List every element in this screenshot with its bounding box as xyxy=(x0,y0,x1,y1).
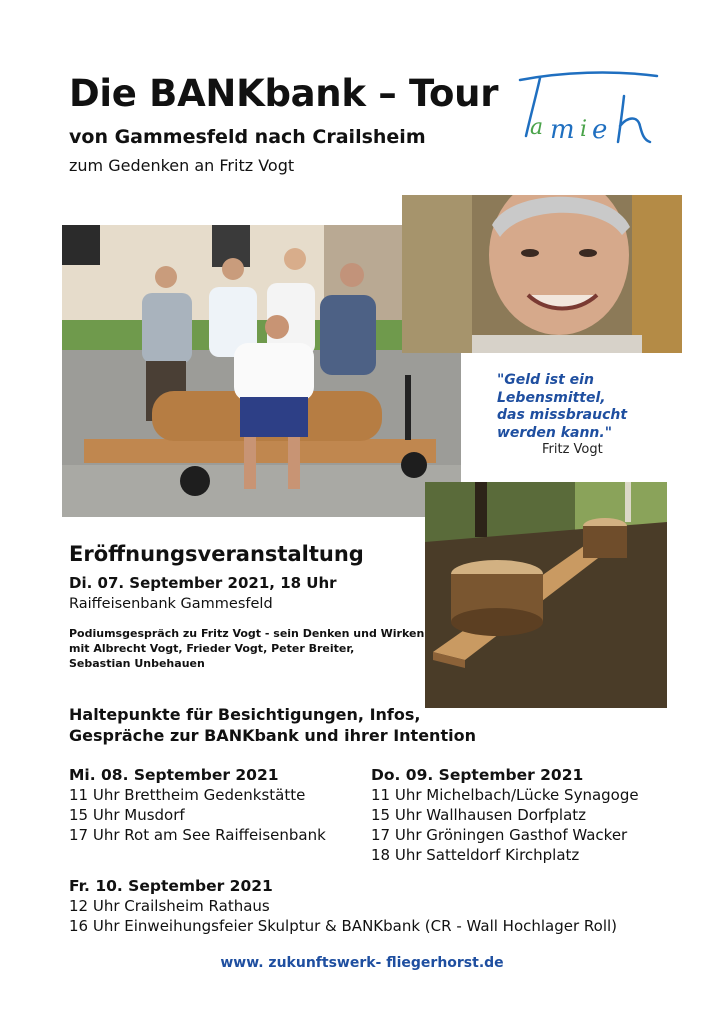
schedule-day xyxy=(69,876,617,936)
quote-author: Fritz Vogt xyxy=(542,442,603,457)
page-subtitle: von Gammesfeld nach Crailsheim xyxy=(69,126,426,148)
event-place: Raiffeisenbank Gammesfeld xyxy=(69,596,273,612)
panel-line: Sebastian Unbehauen xyxy=(69,657,205,670)
stop-item: 12 Uhr Crailsheim Rathaus xyxy=(69,897,270,915)
svg-text:i: i xyxy=(580,117,588,142)
stop-item: 17 Uhr Gröningen Gasthof Wacker xyxy=(371,826,628,844)
day-date: Do. 09. September 2021 xyxy=(371,766,584,784)
stop-item: 11 Uhr Michelbach/Lücke Synagoge xyxy=(371,786,639,804)
quote-line: Lebensmittel, xyxy=(497,389,606,406)
stop-item: 17 Uhr Rot am See Raiffeisenbank xyxy=(69,826,326,844)
panel-line: mit Albrecht Vogt, Frieder Vogt, Peter Breiter, xyxy=(69,642,355,655)
quote-text xyxy=(497,372,677,442)
schedule-day xyxy=(69,765,326,845)
svg-text:e: e xyxy=(592,115,608,145)
page-title: Die BANKbank – Tour xyxy=(69,72,499,115)
svg-text:a: a xyxy=(530,115,544,140)
panel-discussion-text xyxy=(69,626,429,671)
event-date: Di. 07. September 2021, 18 Uhr xyxy=(69,574,337,592)
stop-item: 18 Uhr Satteldorf Kirchplatz xyxy=(371,846,580,864)
panel-line: Podiumsgespräch zu Fritz Vogt - sein Denken und Wirken xyxy=(69,627,425,640)
bench-in-forest-photo xyxy=(425,482,667,708)
portrait-photo xyxy=(402,195,682,353)
tamieh-logo xyxy=(512,66,662,156)
svg-text:m: m xyxy=(550,115,575,145)
stops-heading-line: Haltepunkte für Besichtigungen, Infos, xyxy=(69,705,421,724)
quote-line: das missbraucht xyxy=(497,407,628,423)
stop-item: 16 Uhr Einweihungsfeier Skulptur & BANKbank (CR - Wall Hochlager Roll) xyxy=(69,917,618,935)
event-heading: Eröffnungsveranstaltung xyxy=(69,542,364,566)
stop-item: 15 Uhr Musdorf xyxy=(69,806,185,824)
dedication-text: zum Gedenken an Fritz Vogt xyxy=(69,156,295,175)
quote-line: werden kann." xyxy=(497,424,612,441)
day-date: Fr. 10. September 2021 xyxy=(69,877,273,895)
stop-item: 15 Uhr Wallhausen Dorfplatz xyxy=(371,806,587,824)
stops-heading-line: Gespräche zur BANKbank und ihrer Intention xyxy=(69,726,476,745)
day-date: Mi. 08. September 2021 xyxy=(69,766,279,784)
quote-line: "Geld ist ein xyxy=(497,372,594,388)
stop-item: 11 Uhr Brettheim Gedenkstätte xyxy=(69,786,306,804)
schedule-day xyxy=(371,765,639,865)
stops-heading xyxy=(69,704,476,746)
website-link[interactable]: www. zukunftswerk- fliegerhorst.de xyxy=(220,955,504,971)
